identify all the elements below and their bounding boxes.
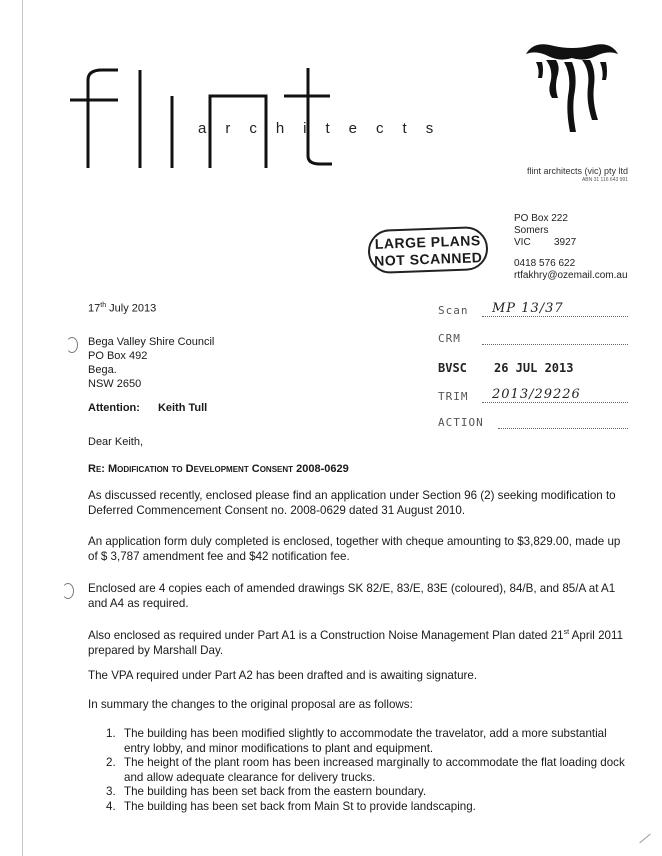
sender-state: VIC — [514, 237, 531, 248]
salutation: Dear Keith, — [88, 436, 144, 448]
record-row-scan — [438, 300, 628, 320]
date-month-year: July 2013 — [109, 302, 157, 315]
letter-date — [88, 302, 156, 315]
change-item-number: 4. — [106, 799, 116, 813]
change-list-item — [106, 727, 626, 756]
sender-state-row — [514, 237, 576, 249]
scan-edge-line — [22, 0, 23, 856]
record-row-action — [438, 412, 628, 432]
scan-value: MP 13/37 — [492, 301, 564, 316]
crm-label: CRM — [438, 332, 461, 345]
body-paragraph-1: As discussed recently, enclosed please find an application under Section 96 (2) seeking modification to Deferred Commencement Consent no. 2008-0629 dated 31 August 2010. — [88, 489, 616, 517]
paragraph-4-suffix: st — [563, 629, 570, 636]
recipient-town: Bega. — [88, 364, 117, 376]
body-paragraph-5: The VPA required under Part A2 has been drafted and is awaiting signature. — [88, 669, 478, 682]
stamp-line-1: LARGE PLANS — [374, 232, 481, 252]
bvsc-date: 26 JUL 2013 — [494, 361, 574, 375]
change-item-text: The building has been set back from Main St to provide landscaping. — [124, 799, 476, 813]
flint-logotype — [70, 68, 590, 168]
stamp-line-2: NOT SCANNED — [373, 249, 483, 269]
flint-logo-graphic — [70, 68, 590, 168]
scan-corner-mark — [639, 834, 650, 844]
paragraph-4-text-a: Also enclosed as required under Part A1 is a Construction Noise Management Plan dated 21 — [88, 628, 564, 642]
sender-address — [514, 213, 576, 249]
change-list-item — [106, 756, 626, 785]
large-plans-stamp — [367, 226, 488, 274]
sender-phone: 0418 576 622 — [514, 258, 576, 269]
paragraph-4-text-b: April 2011 prepared by Marshall Day. — [88, 628, 624, 657]
company-name: flint architects (vic) pty ltd — [526, 166, 628, 176]
company-abn: ABN 31 116 643 991 — [581, 177, 628, 183]
body-paragraph-3: Enclosed are 4 copies each of amended drawings SK 82/E, 83/E, 83E (coloured), 84/B, and 85/A at A1 and A4 as required. — [88, 582, 616, 610]
recipient-org: Bega Valley Shire Council — [88, 336, 215, 348]
date-suffix: th — [100, 302, 107, 309]
trim-line — [482, 402, 628, 403]
subject-line: Re: Modification to Development Consent 2008-0629 — [88, 463, 349, 475]
punch-hole-mark — [66, 337, 78, 353]
sender-po-box: PO Box 222 — [514, 213, 568, 224]
body-paragraph-4 — [88, 625, 628, 658]
sender-postcode: 3927 — [554, 237, 577, 248]
action-line — [498, 428, 628, 429]
column-logo-icon — [524, 40, 620, 140]
change-item-text: The height of the plant room has been increased marginally to accommodate the flat loading dock and allow adequate clearance for delivery trucks. — [124, 756, 625, 784]
punch-hole-mark — [62, 583, 74, 599]
body-paragraph-2: An application form duly completed is enclosed, together with cheque amounting to $3,829.00, made up of $ 3,787 amendment fee and $42 notification fee. — [88, 535, 621, 563]
record-row-crm — [438, 328, 628, 348]
changes-list — [106, 727, 626, 815]
record-row-bvsc — [438, 358, 628, 378]
change-list-item — [106, 785, 626, 800]
recipient-address — [88, 335, 214, 391]
change-item-text: The building has been modified slightly to accommodate the travelator, add a more substantial entry lobby, and minor modifications to plant and equipment. — [124, 727, 607, 755]
architects-wordmark: architects — [198, 120, 453, 137]
change-item-number: 1. — [106, 727, 116, 740]
change-item-number: 3. — [106, 785, 116, 799]
change-item-number: 2. — [106, 756, 116, 770]
record-row-trim — [438, 386, 628, 406]
recipient-state-postcode: NSW 2650 — [88, 378, 142, 390]
sender-email: rtfakhry@ozemail.com.au — [514, 270, 628, 281]
attention-line — [88, 402, 207, 414]
bvsc-label: BVSC — [438, 361, 467, 375]
scan-label: Scan — [438, 304, 469, 317]
change-list-item — [106, 800, 626, 815]
change-item-text: The building has been set back from the eastern boundary. — [124, 785, 427, 799]
trim-value: 2013/29226 — [492, 387, 581, 402]
body-paragraph-6: In summary the changes to the original proposal are as follows: — [88, 698, 413, 711]
recipient-po-box: PO Box 492 — [88, 350, 148, 362]
sender-suburb: Somers — [514, 225, 549, 236]
attention-label: Attention: — [88, 402, 140, 414]
attention-name: Keith Tull — [157, 402, 208, 414]
trim-label: TRIM — [438, 390, 469, 403]
scan-line — [482, 316, 628, 317]
date-day: 17 — [88, 302, 101, 315]
action-label: ACTION — [438, 416, 484, 429]
crm-line — [482, 344, 628, 345]
